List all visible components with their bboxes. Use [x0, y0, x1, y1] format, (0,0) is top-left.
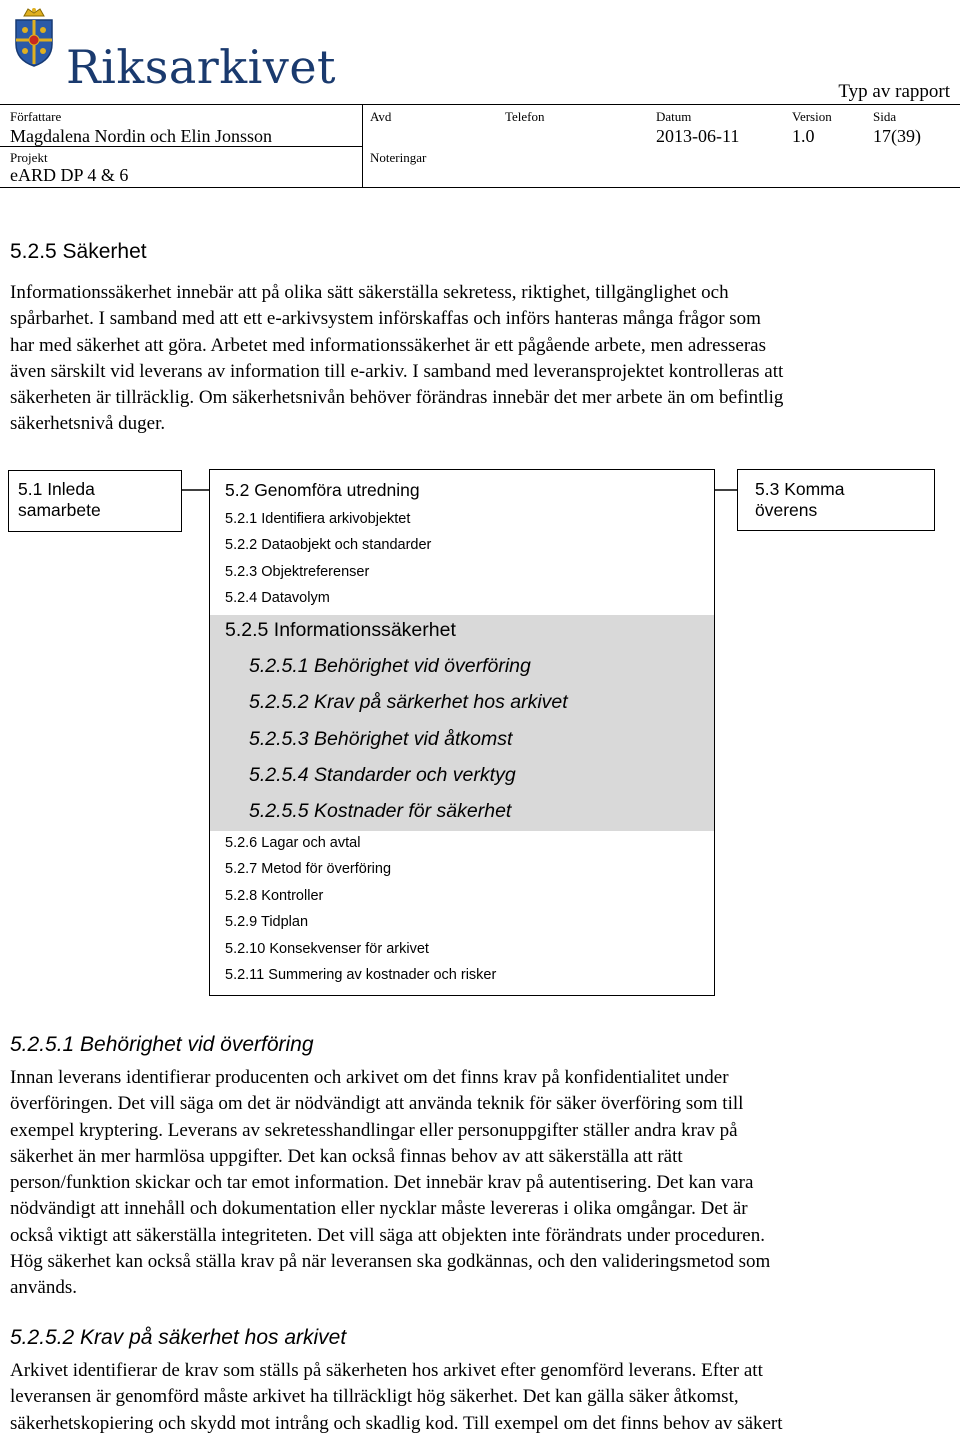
page-value: 17(39): [873, 126, 921, 146]
author-value: Magdalena Nordin och Elin Jonsson: [10, 126, 272, 146]
text-line: spårbarhet. I samband med att ett e-arkivsystem införskaffas och införs hanteras många frågor som: [10, 308, 761, 330]
text-line: överföringen. Det vill säga om det är nödvändigt att använda teknik för säker överföring som till: [10, 1093, 744, 1115]
text-line: Innan leverans identifierar producenten och arkivet om det finns krav på konfidentialitet under: [10, 1067, 729, 1088]
version-value: 1.0: [792, 126, 815, 146]
text-line: Informationssäkerhet innebär att på olika sätt säkerställa sekretess, riktighet, tillgänglighet och: [10, 282, 729, 303]
list-item: 5.2.8 Kontroller: [225, 888, 324, 904]
text-line: Arkivet identifierar de krav som ställs på säkerheten hos arkivet efter genomförd leverans. Efter att: [10, 1360, 763, 1381]
text-line: säkerheten är tillräcklig. Om säkerhetsnivån behöver förändras innebär det mer arbete än om befintlig: [10, 387, 784, 409]
highlight-item: 5.2.5.1 Behörighet vid överföring: [249, 655, 531, 677]
report-type: Typ av rapport: [838, 81, 950, 102]
project-label: Projekt: [10, 150, 48, 165]
list-item: 5.2.7 Metod för överföring: [225, 861, 392, 877]
center-title: 5.2 Genomföra utredning: [225, 480, 420, 500]
date-value: 2013-06-11: [656, 126, 740, 146]
list-item: 5.2.11 Summering av kostnader och risker: [225, 967, 497, 983]
avd-label: Avd: [370, 109, 392, 124]
subsection-heading: 5.2.5.1 Behörighet vid överföring: [10, 1033, 314, 1056]
box-line: 5.3 Komma: [755, 479, 845, 499]
page-label: Sida: [873, 109, 897, 124]
text-line: har med säkerhet att göra. Arbetet med informationssäkerhet är ett pågående arbete, men adresseras: [10, 334, 766, 356]
subsection-heading: 5.2.5.2 Krav på säkerhet hos arkivet: [10, 1326, 347, 1349]
list-item: 5.2.1 Identifiera arkivobjektet: [225, 511, 411, 527]
text-line: Hög säkerhet kan också ställa krav på när leveransen ska godkännas, och den valideringsmetod som: [10, 1251, 771, 1273]
notes-label: Noteringar: [370, 150, 427, 165]
highlight-item: 5.2.5.5 Kostnader för säkerhet: [249, 800, 512, 822]
text-line: säkerhetsnivå duger.: [10, 413, 166, 435]
text-line: säkerhetskopiering och skydd mot intrång och skadlig kod. Till exempel om det finns behov av säkert: [10, 1412, 783, 1434]
subsection-paragraph: [10, 1065, 952, 1302]
subsection-paragraph: [10, 1358, 952, 1437]
box-inleda-samarbete: [8, 470, 182, 532]
highlight-area: [210, 615, 714, 831]
author-label: Författare: [10, 109, 62, 124]
date-label: Datum: [656, 109, 692, 124]
text-line: person/funktion skickar och tar emot information. Det innebär krav på autentisering. Det kan vara: [10, 1172, 754, 1194]
highlight-item: 5.2.5.3 Behörighet vid åtkomst: [249, 728, 513, 750]
text-line: används.: [10, 1277, 78, 1299]
section-heading: 5.2.5 Säkerhet: [10, 240, 147, 263]
text-line: säkerhet än mer harmlösa uppgifter. Det kan också finnas behov av att säkerställa att rätt: [10, 1145, 683, 1167]
list-item: 5.2.2 Dataobjekt och standarder: [225, 537, 432, 553]
brand-name: Riksarkivet: [66, 40, 337, 94]
list-item: 5.2.10 Konsekvenser för arkivet: [225, 941, 429, 957]
list-item: 5.2.3 Objektreferenser: [225, 564, 370, 580]
list-item: 5.2.9 Tidplan: [225, 914, 309, 930]
box-line: 5.1 Inleda: [18, 479, 95, 499]
highlight-title: 5.2.5 Informationssäkerhet: [225, 619, 456, 641]
list-item: 5.2.4 Datavolym: [225, 590, 330, 606]
highlight-item: 5.2.5.2 Krav på särkerhet hos arkivet: [249, 691, 568, 713]
text-line: exempel kryptering. Leverans av sekretesshandlingar eller personuppgifter ställer andra krav på: [10, 1119, 738, 1141]
text-line: också viktigt att säkerställa integriteten. Det vill säga att objekten inte förändrats under proceduren.: [10, 1224, 765, 1246]
list-item: 5.2.6 Lagar och avtal: [225, 835, 361, 851]
version-label: Version: [792, 109, 832, 124]
text-line: leveransen är genomförd måste arkivet ha tillräckligt hög säkerhet. Det kan gälla säker åtkomst,: [10, 1386, 739, 1408]
phone-label: Telefon: [505, 109, 545, 124]
text-line: även särskilt vid leverans av information till e-arkiv. I samband med leveransprojektet kontrolleras att: [10, 360, 784, 382]
text-line: nödvändigt att innehåll och dokumentation eller nycklar måste levereras i olika omgångar. Det är: [10, 1198, 748, 1220]
box-line: samarbete: [18, 500, 101, 520]
highlight-item: 5.2.5.4 Standarder och verktyg: [249, 764, 516, 786]
box-komma-overens: [737, 469, 935, 531]
project-value: eARD DP 4 & 6: [10, 165, 129, 185]
box-line: överens: [755, 500, 818, 520]
